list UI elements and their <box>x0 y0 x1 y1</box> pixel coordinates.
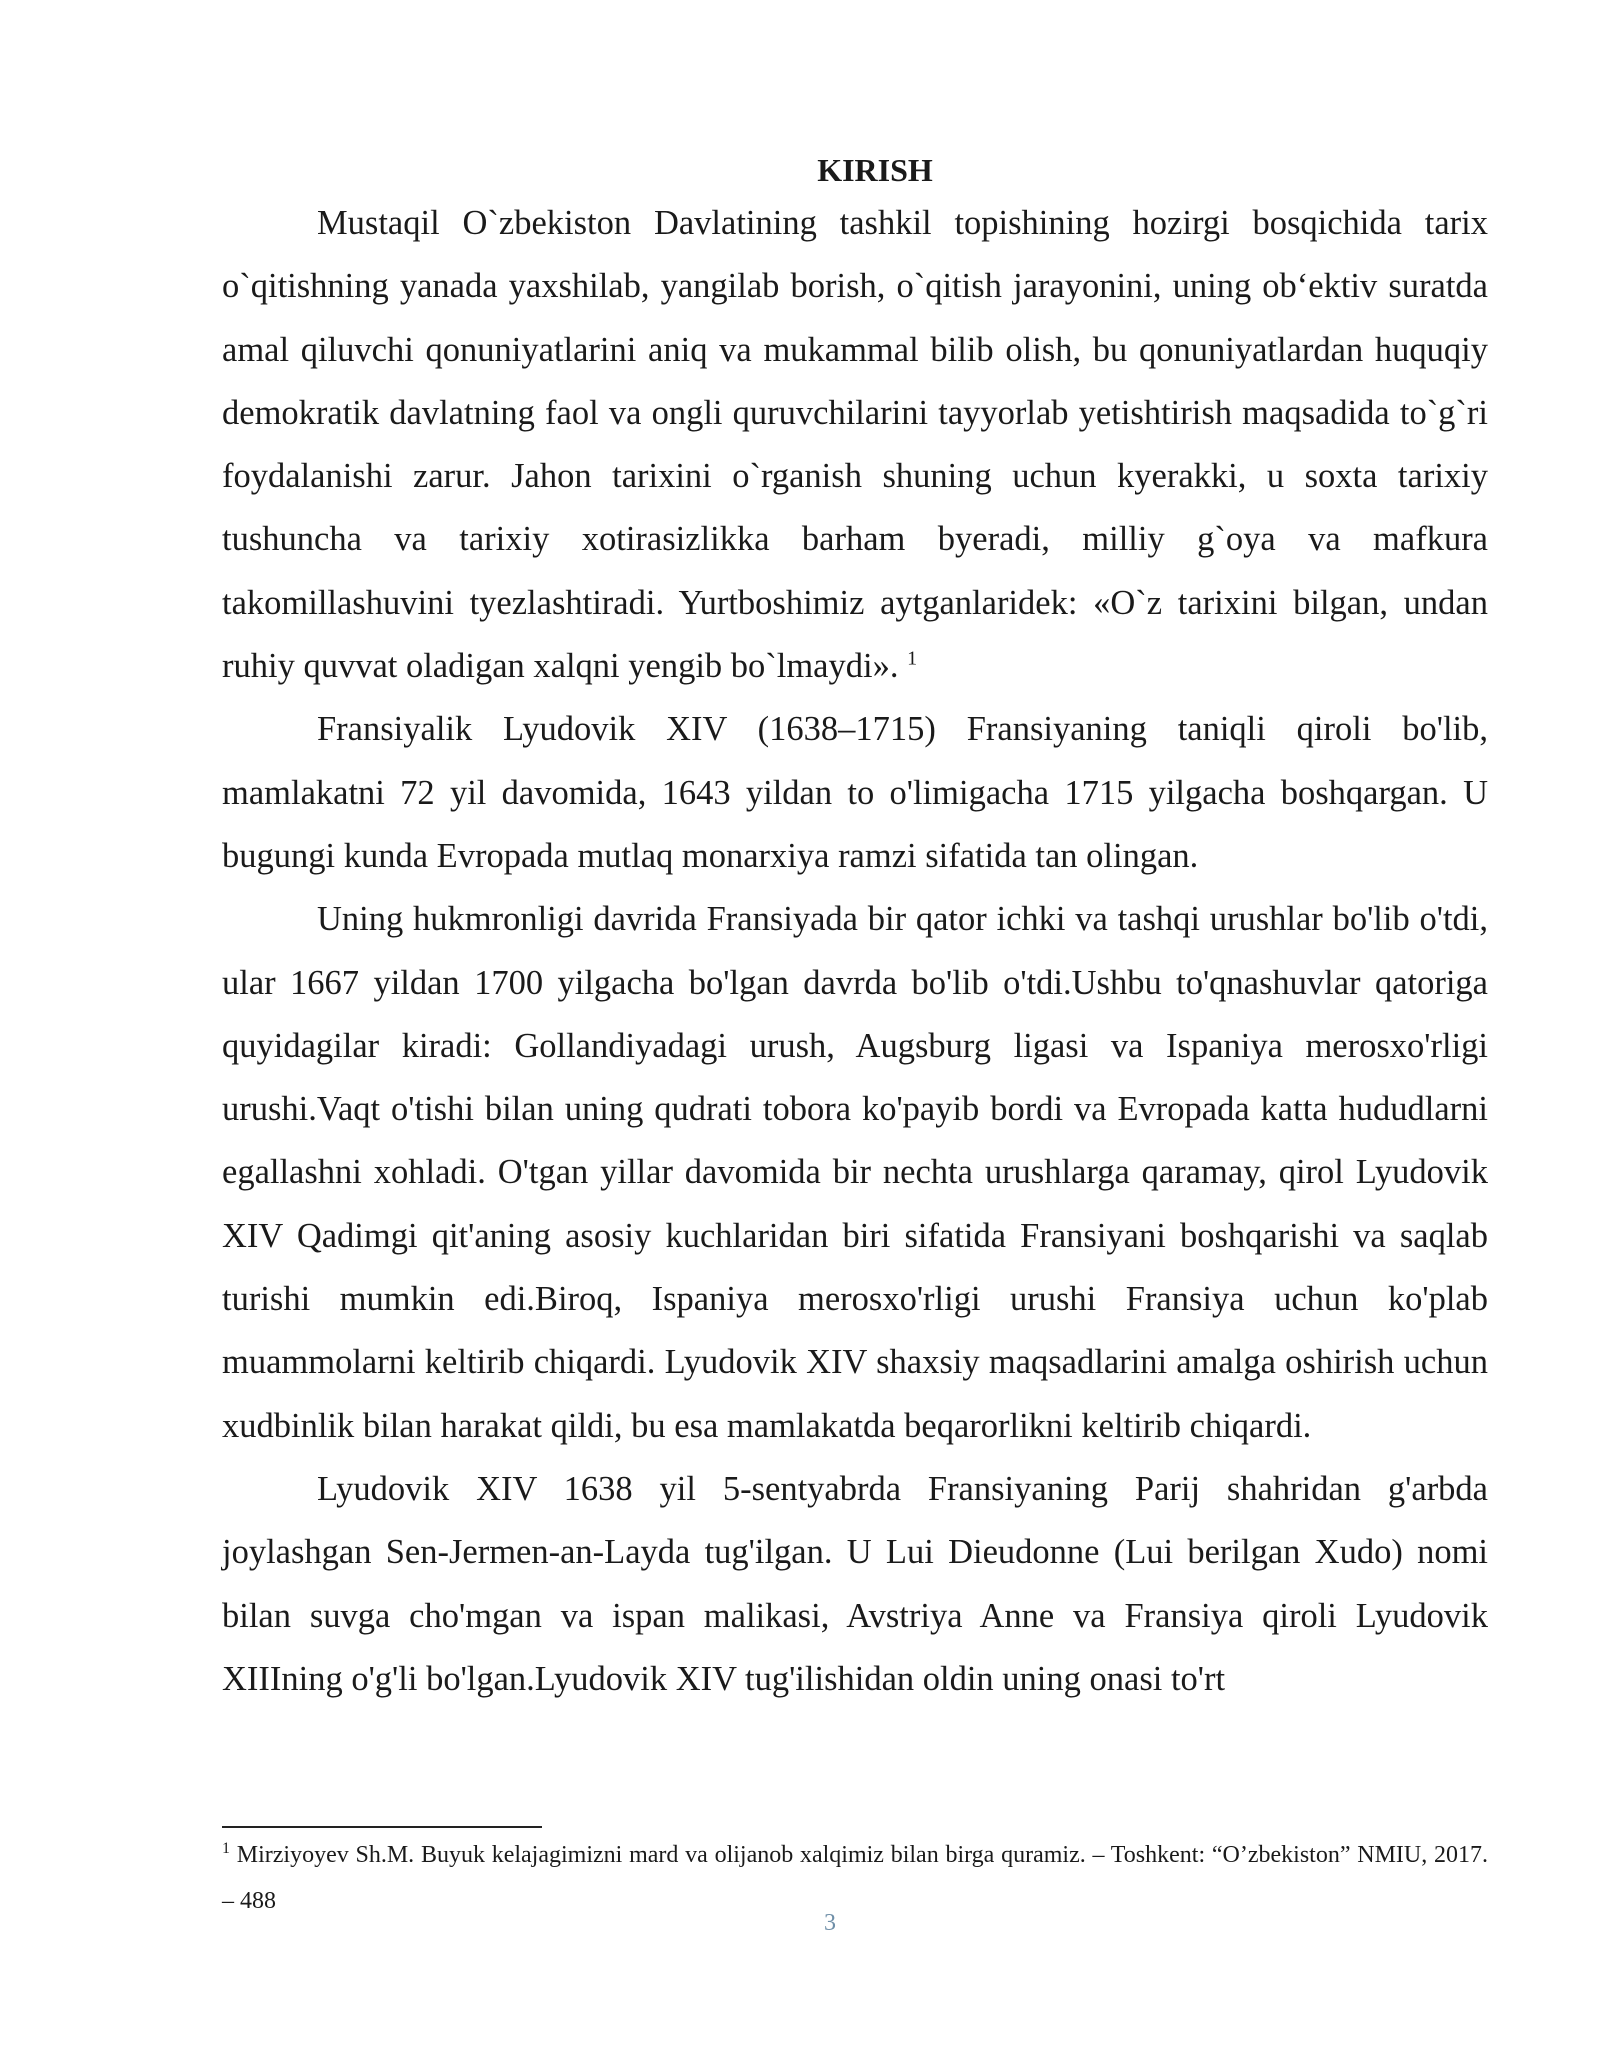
paragraph-2: Fransiyalik Lyudovik XIV (1638–1715) Fransiyaning taniqli qiroli bo'lib, mamlakatni 72 yil davomida, 1643 yildan to o'limigacha 1715 yilgacha boshqargan. U bugungi kunda Evropada mutlaq monarxiya ramzi sifatida tan olingan. <box>222 710 1488 875</box>
footnote-number: 1 <box>222 1840 230 1857</box>
footnote-reference[interactable]: 1 <box>907 647 918 670</box>
section-title: KIRISH <box>817 152 933 188</box>
document-body <box>222 146 1488 1711</box>
paragraph-1 <box>222 192 1488 698</box>
paragraph-1-text: Mustaqil O`zbekiston Davlatining tashkil topishining hozirgi bosqichida tarix o`qitishning yanada yaxshilab, yangilab borish, o`qitish jarayonini, uning ob‘ektiv suratda amal qiluvchi qonuniyatlarini aniq va mukammal bilib olish, bu qonuniyatlardan huquqiy demokratik davlatning faol va ongli quruvchilarini tayyorlab yetishtirish maqsadida to`g`ri foydalanishi zarur. Jahon tarixini o`rganish shuning uchun kyerakki, u soxta tarixiy tushuncha va tarixiy xotirasizlikka barham byeradi, milliy g`oya va mafkura takomillashuvini tyezlashtiradi. Yurtboshimiz aytganlaridek: «O`z tarixini bilgan, undan ruhiy quvvat oladigan xalqni yengib bo`lmaydi». <box>222 204 1488 686</box>
paragraph-3: Uning hukmronligi davrida Fransiyada bir qator ichki va tashqi urushlar bo'lib o'tdi, ular 1667 yildan 1700 yilgacha bo'lgan davrda bo'lib o'tdi.Ushbu to'qnashuvlar qatoriga quyidagilar kiradi: Gollandiyadagi urush, Augsburg ligasi va Ispaniya merosxo'rligi urushi.Vaqt o'tishi bilan uning qudrati tobora ko'payib bordi va Evropada katta hududlarni egallashni xohladi. O'tgan yillar davomida bir nechta urushlarga qaramay, qirol Lyudovik XIV Qadimgi qit'aning asosiy kuchlaridan biri sifatida Fransiyani boshqarishi va saqlab turishi mumkin edi.Biroq, Ispaniya merosxo'rligi urushi Fransiya uchun ko'plab muammolarni keltirib chiqardi. Lyudovik XIV shaxsiy maqsadlarini amalga oshirish uchun xudbinlik bilan harakat qildi, bu esa mamlakatda beqarorlikni keltirib chiqardi. <box>222 900 1488 1445</box>
page-number: 3 <box>824 1910 836 1936</box>
footnote-text: Mirziyoyev Sh.M. Buyuk kelajagimizni mard va olijanob xalqimiz bilan birga quramiz. – Toshkent: “O’zbekiston” NMIU, 2017. – 488 <box>222 1842 1488 1914</box>
paragraph-4: Lyudovik XIV 1638 yil 5-sentyabrda Fransiyaning Parij shahridan g'arbda joylashgan Sen-Jermen-an-Layda tug'ilgan. U Lui Dieudonne (Lui berilgan Xudo) nomi bilan suvga cho'mgan va ispan malikasi, Avstriya Anne va Fransiya qiroli Lyudovik XIIIning o'g'li bo'lgan.Lyudovik XIV tug'ilishidan oldin uning onasi to'rt <box>222 1469 1488 1698</box>
footnote-divider <box>222 1826 542 1828</box>
